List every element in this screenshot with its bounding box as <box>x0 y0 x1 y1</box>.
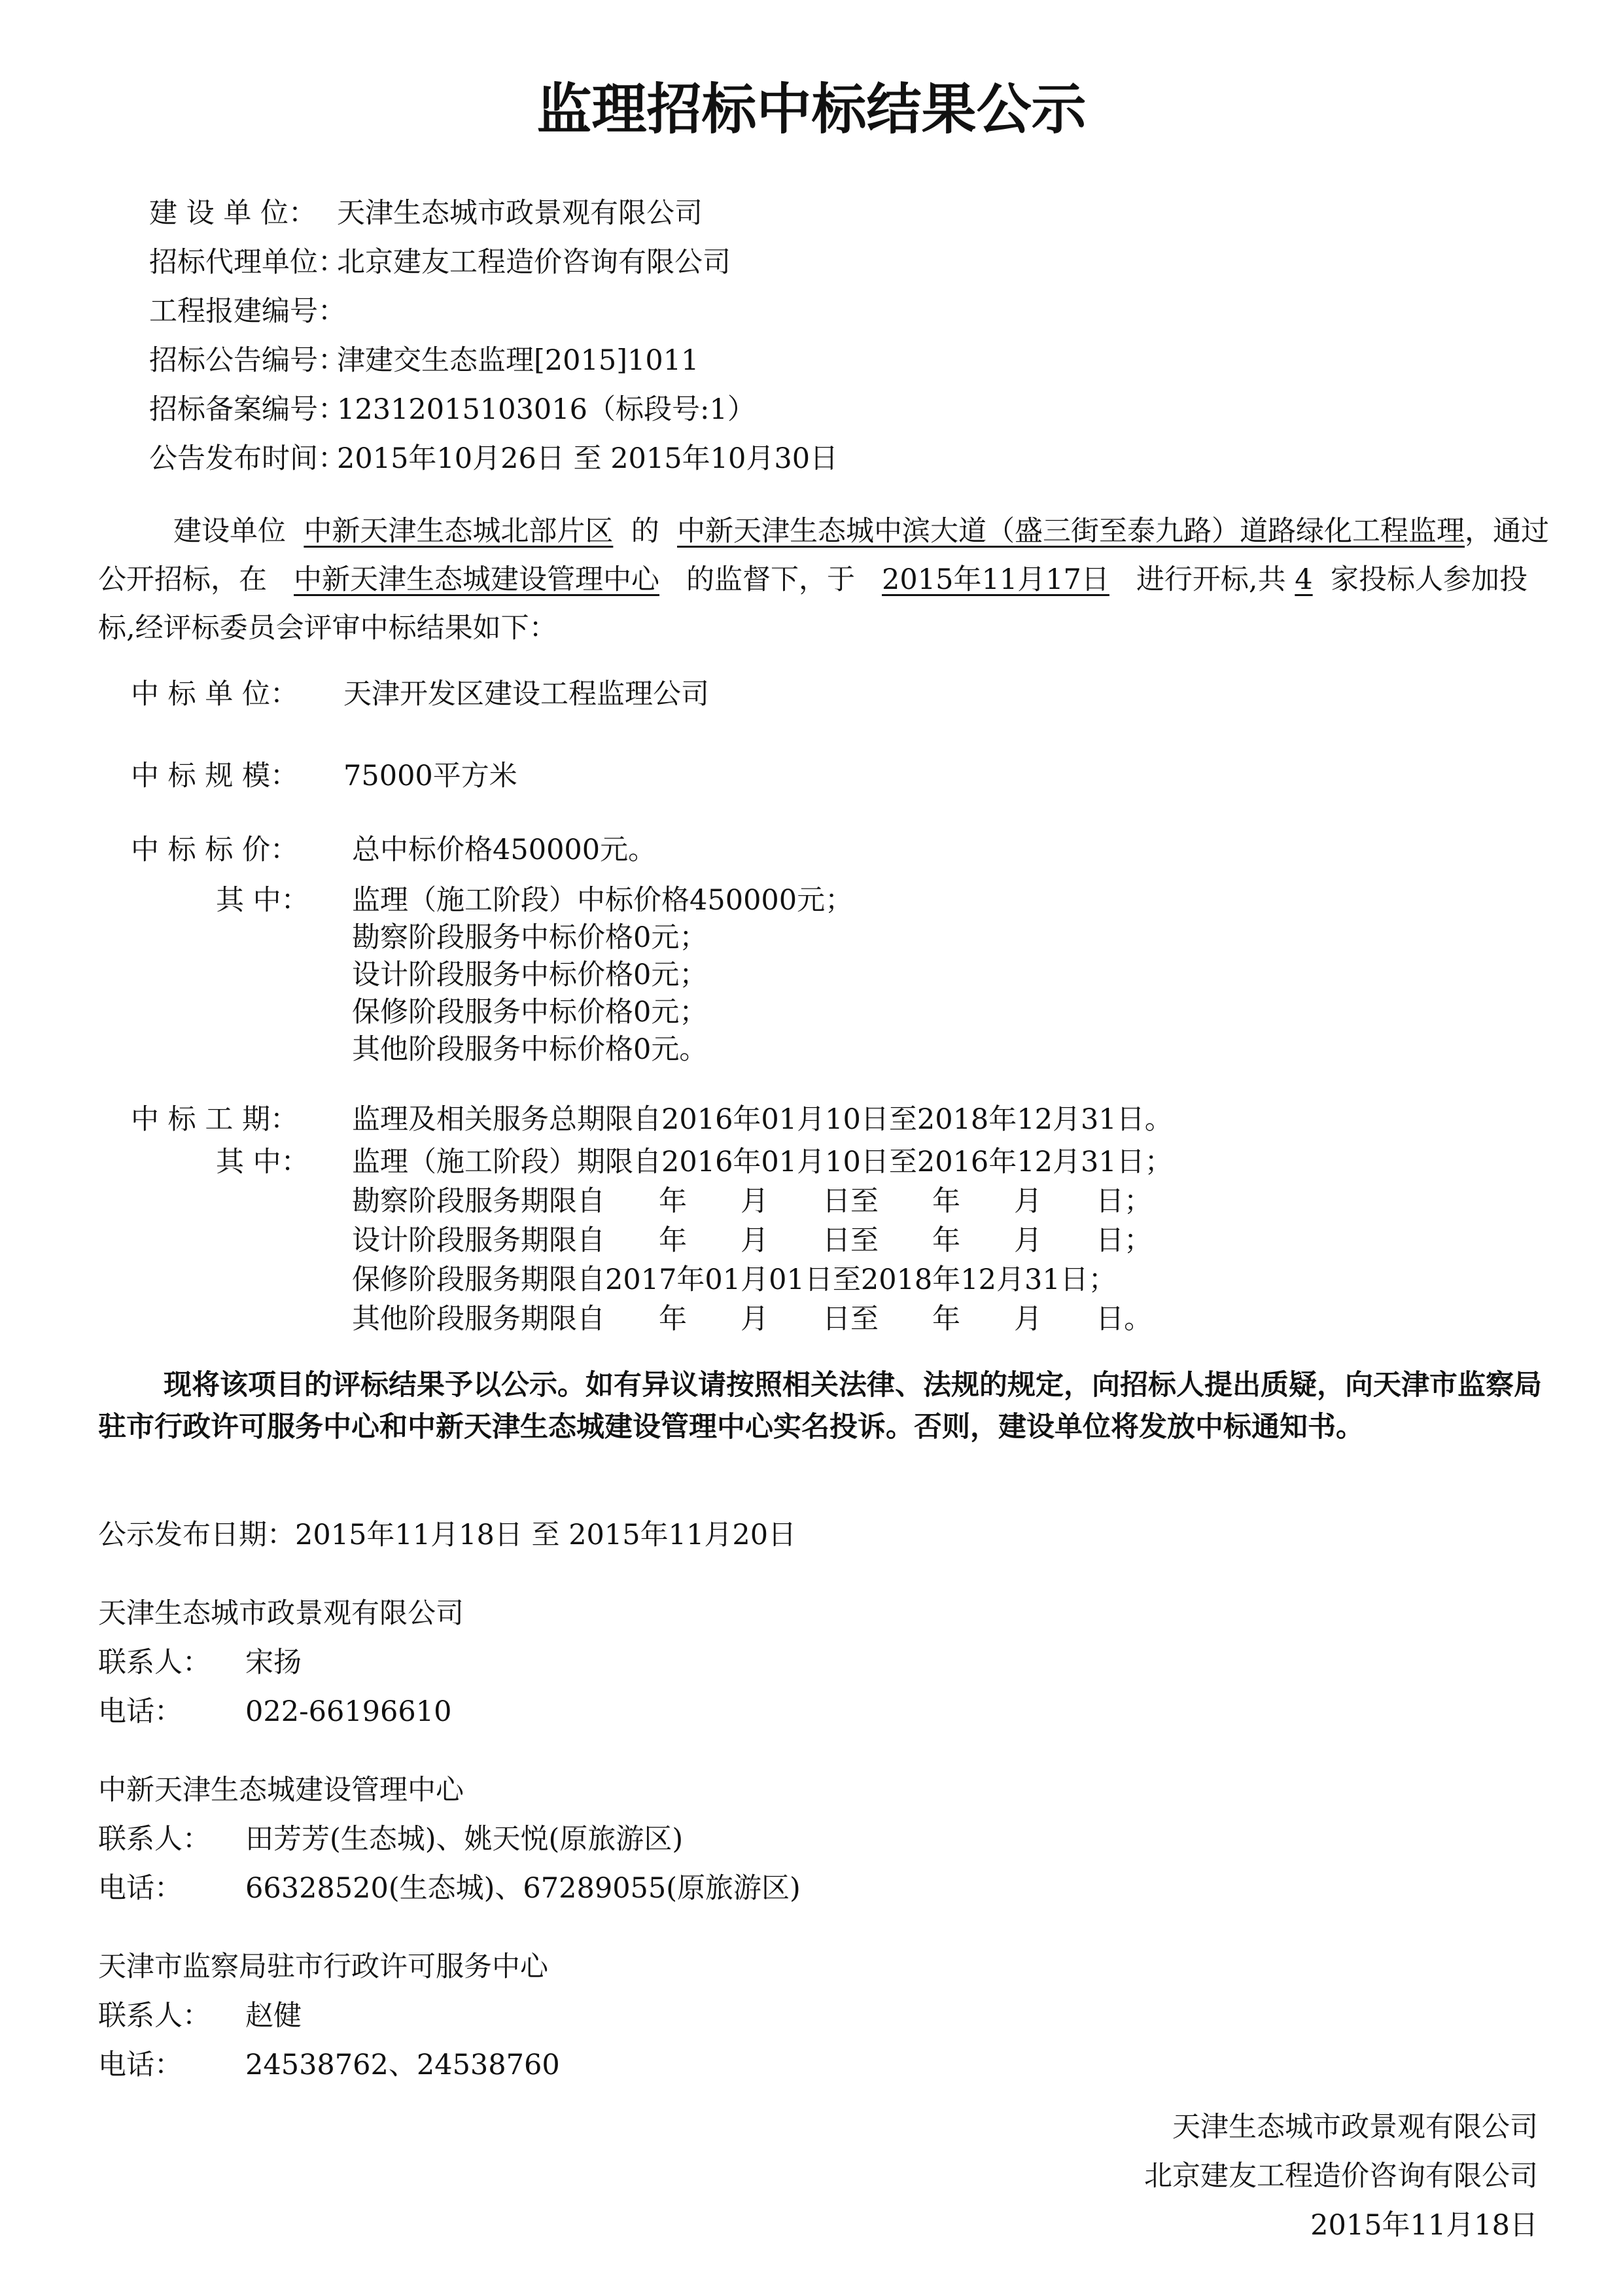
header-label-notice-no: 招标公告编号： <box>149 344 346 377</box>
intro-text-6: 家投标人参加投标,经评标委员会评审中标结果如下： <box>98 563 1527 645</box>
price-total: 总中标价格450000元。 <box>352 834 657 866</box>
publicity-date: 公示发布日期：2015年11月18日 至 2015年11月20日 <box>98 1519 797 1551</box>
header-label-agent: 招标代理单位： <box>149 246 346 279</box>
winner-label: 中 标 单 位： <box>131 678 299 711</box>
intro-text-4: 的监督下，于 <box>686 563 856 596</box>
price-item: 其他阶段服务中标价格0元。 <box>352 1033 708 1066</box>
contact-phone: 022-66196610 <box>245 1695 452 1728</box>
period-among-label: 其 中： <box>216 1146 309 1178</box>
intro-open-date: 2015年11月17日 <box>882 563 1109 596</box>
scale-label: 中 标 规 模： <box>131 760 299 792</box>
intro-owner: 中新天津生态城北部片区 <box>304 515 614 548</box>
header-label-filing-no: 招标备案编号： <box>149 393 346 426</box>
contact-person: 赵健 <box>245 2000 302 2032</box>
period-item: 监理（施工阶段）期限自2016年01月10日至2016年12月31日； <box>352 1146 1173 1178</box>
contact-phone-label: 电话： <box>98 1872 183 1905</box>
intro-text-1: 建设单位 <box>173 515 286 548</box>
intro-supervisor: 中新天津生态城建设管理中心 <box>294 563 660 596</box>
intro-text-3: ，通过公开招标，在 <box>98 515 1550 596</box>
contact-person-label: 联系人： <box>98 1823 211 1856</box>
header-label-registration: 工程报建编号： <box>149 295 346 328</box>
header-value-notice-no: 津建交生态监理[2015]1011 <box>337 344 699 377</box>
signature-date: 2015年11月18日 <box>1310 2209 1538 2242</box>
header-value-owner: 天津生态城市政景观有限公司 <box>337 197 703 230</box>
contact-org: 中新天津生态城建设管理中心 <box>98 1774 464 1807</box>
contact-org: 天津市监察局驻市行政许可服务中心 <box>98 1951 548 1983</box>
intro-text-2: 的 <box>631 515 659 548</box>
period-item: 勘察阶段服务期限自 年 月 日至 年 月 日； <box>352 1185 1153 1218</box>
price-item: 设计阶段服务中标价格0元； <box>352 959 708 991</box>
header-value-filing-no: 12312015103016（标段号:1） <box>337 393 756 426</box>
price-among-label: 其 中： <box>216 884 309 917</box>
contact-person-label: 联系人： <box>98 2000 211 2032</box>
contact-person-label: 联系人： <box>98 1646 211 1679</box>
winner-value: 天津开发区建设工程监理公司 <box>343 678 709 711</box>
intro-text-5: 进行开标,共 <box>1136 563 1286 596</box>
price-item: 勘察阶段服务中标价格0元； <box>352 921 708 954</box>
contact-phone-label: 电话： <box>98 1695 183 1728</box>
signature-org-1: 天津生态城市政景观有限公司 <box>1172 2111 1538 2144</box>
contact-org: 天津生态城市政景观有限公司 <box>98 1597 464 1630</box>
price-item: 保修阶段服务中标价格0元； <box>352 996 708 1029</box>
intro-paragraph <box>98 507 1563 652</box>
price-item: 监理（施工阶段）中标价格450000元； <box>352 884 854 917</box>
contact-phone: 24538762、24538760 <box>245 2049 560 2081</box>
price-label: 中 标 标 价： <box>131 834 299 866</box>
objection-notice: 现将该项目的评标结果予以公示。如有异议请按照相关法律、法规的规定，向招标人提出质疑，向天津市监察局驻市行政许可服务中心和中新天津生态城建设管理中心实名投诉。否则，建设单位将发放中标通知书。 <box>98 1369 1542 1443</box>
header-value-agent: 北京建友工程造价咨询有限公司 <box>337 246 731 279</box>
period-item: 其他阶段服务期限自 年 月 日至 年 月 日。 <box>352 1303 1153 1335</box>
page-title: 监理招标中标结果公示 <box>536 77 1087 141</box>
period-total: 监理及相关服务总期限自2016年01月10日至2018年12月31日。 <box>352 1103 1173 1136</box>
intro-bidders: 4 <box>1295 563 1313 596</box>
contact-person: 田芳芳(生态城)、姚天悦(原旅游区) <box>245 1823 684 1856</box>
scale-value: 75000平方米 <box>343 760 517 792</box>
contact-phone-label: 电话： <box>98 2049 183 2081</box>
contact-person: 宋扬 <box>245 1646 302 1679</box>
period-item: 保修阶段服务期限自2017年01月01日至2018年12月31日； <box>352 1263 1117 1296</box>
period-label: 中 标 工 期： <box>131 1103 299 1136</box>
period-item: 设计阶段服务期限自 年 月 日至 年 月 日； <box>352 1224 1153 1257</box>
contact-phone: 66328520(生态城)、67289055(原旅游区) <box>245 1872 801 1905</box>
header-value-publish-time: 2015年10月26日 至 2015年10月30日 <box>337 442 839 475</box>
intro-project: 中新天津生态城中滨大道（盛三街至泰九路）道路绿化工程监理 <box>677 515 1465 548</box>
header-label-owner: 建 设 单 位： <box>149 197 317 230</box>
header-label-publish-time: 公告发布时间： <box>149 442 346 475</box>
signature-org-2: 北京建友工程造价咨询有限公司 <box>1144 2160 1538 2193</box>
